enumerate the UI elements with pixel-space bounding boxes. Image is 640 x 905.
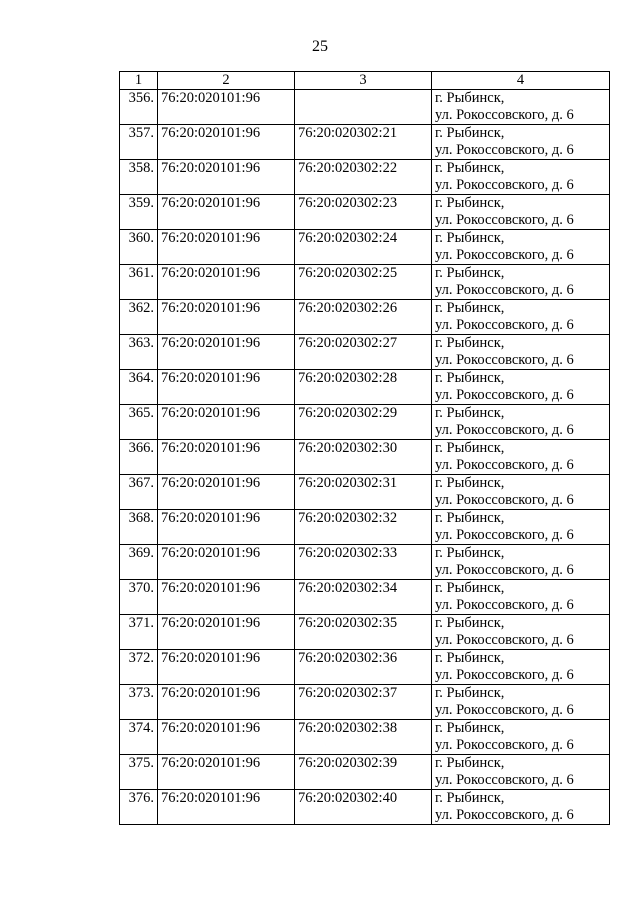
registry-table bbox=[119, 71, 610, 825]
row-number: 359. bbox=[120, 195, 158, 230]
cadastral-land-number: 76:20:020101:96 bbox=[158, 90, 295, 125]
address-street: ул. Рокоссовского, д. 6 bbox=[435, 422, 574, 438]
row-number: 371. bbox=[120, 615, 158, 650]
address-city: г. Рыбинск, bbox=[435, 440, 505, 456]
address-cell bbox=[432, 265, 610, 300]
address-street: ул. Рокоссовского, д. 6 bbox=[435, 667, 574, 683]
cadastral-object-number: 76:20:020302:21 bbox=[295, 125, 432, 160]
address-city: г. Рыбинск, bbox=[435, 580, 505, 596]
row-number: 372. bbox=[120, 650, 158, 685]
cadastral-land-number: 76:20:020101:96 bbox=[158, 230, 295, 265]
cadastral-land-number: 76:20:020101:96 bbox=[158, 790, 295, 825]
cadastral-object-number: 76:20:020302:23 bbox=[295, 195, 432, 230]
address-street: ул. Рокоссовского, д. 6 bbox=[435, 702, 574, 718]
address-city: г. Рыбинск, bbox=[435, 160, 505, 176]
table-row bbox=[120, 475, 610, 510]
address-street: ул. Рокоссовского, д. 6 bbox=[435, 387, 574, 403]
address-cell bbox=[432, 510, 610, 545]
row-number: 361. bbox=[120, 265, 158, 300]
header-col-4: 4 bbox=[432, 72, 610, 90]
header-col-3: 3 bbox=[295, 72, 432, 90]
address-cell bbox=[432, 195, 610, 230]
header-col-1: 1 bbox=[120, 72, 158, 90]
address-cell bbox=[432, 475, 610, 510]
cadastral-object-number: 76:20:020302:22 bbox=[295, 160, 432, 195]
address-cell bbox=[432, 545, 610, 580]
row-number: 364. bbox=[120, 370, 158, 405]
address-cell bbox=[432, 580, 610, 615]
address-cell bbox=[432, 720, 610, 755]
table-row bbox=[120, 335, 610, 370]
table-row bbox=[120, 685, 610, 720]
address-cell bbox=[432, 90, 610, 125]
row-number: 376. bbox=[120, 790, 158, 825]
address-street: ул. Рокоссовского, д. 6 bbox=[435, 772, 574, 788]
address-cell bbox=[432, 300, 610, 335]
cadastral-land-number: 76:20:020101:96 bbox=[158, 125, 295, 160]
cadastral-land-number: 76:20:020101:96 bbox=[158, 685, 295, 720]
address-street: ул. Рокоссовского, д. 6 bbox=[435, 492, 574, 508]
address-street: ул. Рокоссовского, д. 6 bbox=[435, 737, 574, 753]
address-city: г. Рыбинск, bbox=[435, 195, 505, 211]
cadastral-land-number: 76:20:020101:96 bbox=[158, 265, 295, 300]
address-city: г. Рыбинск, bbox=[435, 510, 505, 526]
address-cell bbox=[432, 650, 610, 685]
address-street: ул. Рокоссовского, д. 6 bbox=[435, 282, 574, 298]
address-street: ул. Рокоссовского, д. 6 bbox=[435, 177, 574, 193]
address-street: ул. Рокоссовского, д. 6 bbox=[435, 212, 574, 228]
cadastral-object-number bbox=[295, 90, 432, 125]
address-city: г. Рыбинск, bbox=[435, 790, 505, 806]
row-number: 362. bbox=[120, 300, 158, 335]
cadastral-land-number: 76:20:020101:96 bbox=[158, 510, 295, 545]
cadastral-object-number: 76:20:020302:39 bbox=[295, 755, 432, 790]
address-cell bbox=[432, 335, 610, 370]
cadastral-land-number: 76:20:020101:96 bbox=[158, 650, 295, 685]
cadastral-land-number: 76:20:020101:96 bbox=[158, 160, 295, 195]
address-street: ул. Рокоссовского, д. 6 bbox=[435, 562, 574, 578]
table-row bbox=[120, 790, 610, 825]
table-row bbox=[120, 510, 610, 545]
cadastral-land-number: 76:20:020101:96 bbox=[158, 195, 295, 230]
address-cell bbox=[432, 405, 610, 440]
address-cell bbox=[432, 755, 610, 790]
address-street: ул. Рокоссовского, д. 6 bbox=[435, 142, 574, 158]
address-street: ул. Рокоссовского, д. 6 bbox=[435, 457, 574, 473]
address-street: ул. Рокоссовского, д. 6 bbox=[435, 317, 574, 333]
cadastral-object-number: 76:20:020302:33 bbox=[295, 545, 432, 580]
table-row bbox=[120, 300, 610, 335]
row-number: 370. bbox=[120, 580, 158, 615]
cadastral-land-number: 76:20:020101:96 bbox=[158, 405, 295, 440]
table-row bbox=[120, 230, 610, 265]
table-row bbox=[120, 90, 610, 125]
cadastral-object-number: 76:20:020302:32 bbox=[295, 510, 432, 545]
row-number: 363. bbox=[120, 335, 158, 370]
address-city: г. Рыбинск, bbox=[435, 230, 505, 246]
cadastral-land-number: 76:20:020101:96 bbox=[158, 755, 295, 790]
row-number: 358. bbox=[120, 160, 158, 195]
cadastral-land-number: 76:20:020101:96 bbox=[158, 335, 295, 370]
address-city: г. Рыбинск, bbox=[435, 370, 505, 386]
address-city: г. Рыбинск, bbox=[435, 475, 505, 491]
table-row bbox=[120, 720, 610, 755]
row-number: 360. bbox=[120, 230, 158, 265]
table-row bbox=[120, 265, 610, 300]
cadastral-object-number: 76:20:020302:25 bbox=[295, 265, 432, 300]
table-row bbox=[120, 125, 610, 160]
cadastral-object-number: 76:20:020302:40 bbox=[295, 790, 432, 825]
cadastral-land-number: 76:20:020101:96 bbox=[158, 580, 295, 615]
cadastral-object-number: 76:20:020302:35 bbox=[295, 615, 432, 650]
cadastral-object-number: 76:20:020302:34 bbox=[295, 580, 432, 615]
address-city: г. Рыбинск, bbox=[435, 755, 505, 771]
address-city: г. Рыбинск, bbox=[435, 545, 505, 561]
table-header bbox=[120, 72, 610, 90]
address-city: г. Рыбинск, bbox=[435, 125, 505, 141]
address-cell bbox=[432, 370, 610, 405]
row-number: 369. bbox=[120, 545, 158, 580]
table-row bbox=[120, 370, 610, 405]
cadastral-object-number: 76:20:020302:37 bbox=[295, 685, 432, 720]
address-street: ул. Рокоссовского, д. 6 bbox=[435, 247, 574, 263]
row-number: 366. bbox=[120, 440, 158, 475]
table-row bbox=[120, 405, 610, 440]
cadastral-object-number: 76:20:020302:38 bbox=[295, 720, 432, 755]
address-city: г. Рыбинск, bbox=[435, 720, 505, 736]
address-street: ул. Рокоссовского, д. 6 bbox=[435, 352, 574, 368]
row-number: 356. bbox=[120, 90, 158, 125]
address-cell bbox=[432, 125, 610, 160]
address-city: г. Рыбинск, bbox=[435, 685, 505, 701]
header-row bbox=[120, 72, 610, 90]
cadastral-land-number: 76:20:020101:96 bbox=[158, 440, 295, 475]
address-cell bbox=[432, 615, 610, 650]
cadastral-land-number: 76:20:020101:96 bbox=[158, 615, 295, 650]
address-city: г. Рыбинск, bbox=[435, 265, 505, 281]
cadastral-object-number: 76:20:020302:36 bbox=[295, 650, 432, 685]
address-cell bbox=[432, 160, 610, 195]
address-street: ул. Рокоссовского, д. 6 bbox=[435, 527, 574, 543]
cadastral-object-number: 76:20:020302:28 bbox=[295, 370, 432, 405]
address-city: г. Рыбинск, bbox=[435, 405, 505, 421]
cadastral-land-number: 76:20:020101:96 bbox=[158, 475, 295, 510]
table-row bbox=[120, 160, 610, 195]
cadastral-land-number: 76:20:020101:96 bbox=[158, 300, 295, 335]
cadastral-object-number: 76:20:020302:30 bbox=[295, 440, 432, 475]
table-row bbox=[120, 580, 610, 615]
address-city: г. Рыбинск, bbox=[435, 615, 505, 631]
address-street: ул. Рокоссовского, д. 6 bbox=[435, 597, 574, 613]
address-city: г. Рыбинск, bbox=[435, 300, 505, 316]
address-city: г. Рыбинск, bbox=[435, 650, 505, 666]
table-row bbox=[120, 545, 610, 580]
cadastral-object-number: 76:20:020302:24 bbox=[295, 230, 432, 265]
table-row bbox=[120, 440, 610, 475]
cadastral-object-number: 76:20:020302:26 bbox=[295, 300, 432, 335]
row-number: 357. bbox=[120, 125, 158, 160]
cadastral-land-number: 76:20:020101:96 bbox=[158, 370, 295, 405]
cadastral-object-number: 76:20:020302:27 bbox=[295, 335, 432, 370]
row-number: 365. bbox=[120, 405, 158, 440]
cadastral-land-number: 76:20:020101:96 bbox=[158, 545, 295, 580]
address-cell bbox=[432, 440, 610, 475]
address-street: ул. Рокоссовского, д. 6 bbox=[435, 807, 574, 823]
address-cell bbox=[432, 685, 610, 720]
address-cell bbox=[432, 790, 610, 825]
address-cell bbox=[432, 230, 610, 265]
table-row bbox=[120, 755, 610, 790]
row-number: 374. bbox=[120, 720, 158, 755]
address-street: ул. Рокоссовского, д. 6 bbox=[435, 107, 574, 123]
page-number: 25 bbox=[312, 38, 328, 55]
table-row bbox=[120, 195, 610, 230]
table-row bbox=[120, 615, 610, 650]
address-street: ул. Рокоссовского, д. 6 bbox=[435, 632, 574, 648]
table-body bbox=[120, 90, 610, 825]
address-city: г. Рыбинск, bbox=[435, 335, 505, 351]
row-number: 373. bbox=[120, 685, 158, 720]
header-col-2: 2 bbox=[158, 72, 295, 90]
cadastral-object-number: 76:20:020302:31 bbox=[295, 475, 432, 510]
row-number: 368. bbox=[120, 510, 158, 545]
cadastral-object-number: 76:20:020302:29 bbox=[295, 405, 432, 440]
row-number: 375. bbox=[120, 755, 158, 790]
table-row bbox=[120, 650, 610, 685]
cadastral-land-number: 76:20:020101:96 bbox=[158, 720, 295, 755]
row-number: 367. bbox=[120, 475, 158, 510]
address-city: г. Рыбинск, bbox=[435, 90, 505, 106]
